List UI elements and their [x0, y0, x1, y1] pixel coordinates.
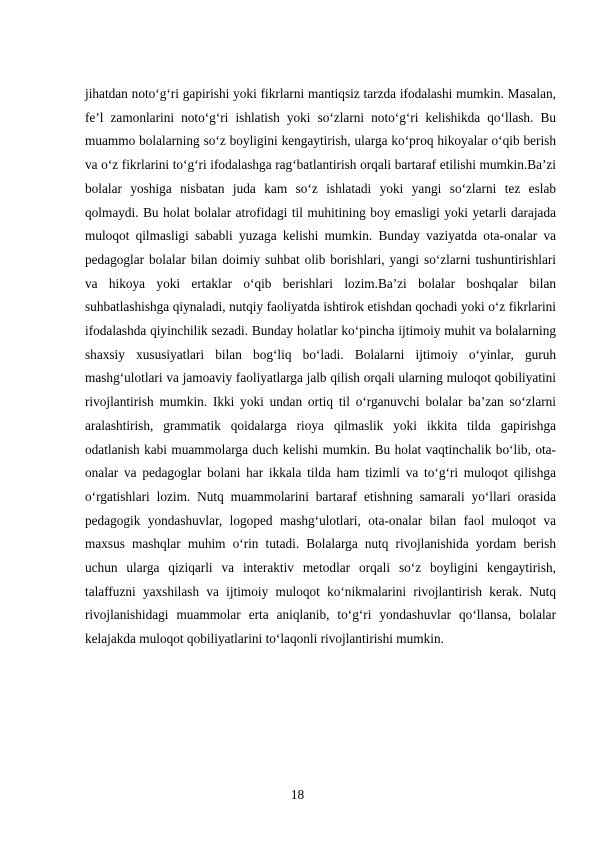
- page-number: 18: [290, 787, 305, 802]
- body-paragraph: jihatdan noto‘g‘ri gapirishi yoki fikrlarni mantiqsiz tarzda ifodalashi mumkin. Masalan, fe’l zamonlarini noto‘g‘ri ishlatish yoki so‘zlarni noto‘g‘ri kelishikda qo‘llash. Bu muammo bolalarning so‘z boyligini kengaytirish, ularga ko‘proq hikoyalar o‘qib berish va o‘z fikrlarini to‘g‘ri ifodalashga rag‘batlantirish orqali bartaraf etilishi mumkin.Ba’zi bolalar yoshiga nisbatan juda kam so‘z ishlatadi yoki yangi so‘zlarni tez eslab qolmaydi. Bu holat bolalar atrofidagi til muhitining boy emasligi yoki yetarli darajada muloqot qilmasligi sababli yuzaga kelishi mumkin. Bunday vaziyatda ota-onalar va pedagoglar bolalar bilan doimiy suhbat olib borishlari, yangi so‘zlarni tushuntirishlari va hikoya yoki ertaklar o‘qib berishlari lozim.Ba’zi bolalar boshqalar bilan suhbatlashishga qiynaladi, nutqiy faoliyatda ishtirok etishdan qochadi yoki o‘z fikrlarini ifodalashda qiyinchilik sezadi. Bunday holatlar ko‘pincha ijtimoiy muhit va bolalarning shaxsiy xususiyatlari bilan bog‘liq bo‘ladi. Bolalarni ijtimoiy o‘yinlar, guruh mashg‘ulotlari va jamoaviy faoliyatlarga jalb qilish orqali ularning muloqot qobiliyatini rivojlantirish mumkin. Ikki yoki undan ortiq til o‘rganuvchi bolalar ba’zan so‘zlarni aralashtirish, grammatik qoidalarga rioya qilmaslik yoki ikkita tilda gapirishga odatlanish kabi muammolarga duch kelishi mumkin. Bu holat vaqtinchalik bo‘lib, ota-onalar va pedagoglar bolani har ikkala tilda ham tizimli va to‘g‘ri muloqot qilishga o‘rgatishlari lozim. Nutq muammolarini bartaraf etishning samarali yo‘llari orasida pedagogik yondashuvlar, logoped mashg‘ulotlari, ota-onalar bilan faol muloqot va maxsus mashqlar muhim o‘rin tutadi. Bolalarga nutq rivojlanishida yordam berish uchun ularga qiziqarli va interaktiv metodlar orqali so‘z boyligini kengaytirish, talaffuzni yaxshilash va ijtimoiy muloqot ko‘nikmalarini rivojlantirish kerak. Nutq rivojlanishidagi muammolar erta aniqlanib, to‘g‘ri yondashuvlar qo‘llansa, bolalar kelajakda muloqot qobiliyatlarini to‘laqonli rivojlantirishi mumkin.: [85, 86, 556, 647]
